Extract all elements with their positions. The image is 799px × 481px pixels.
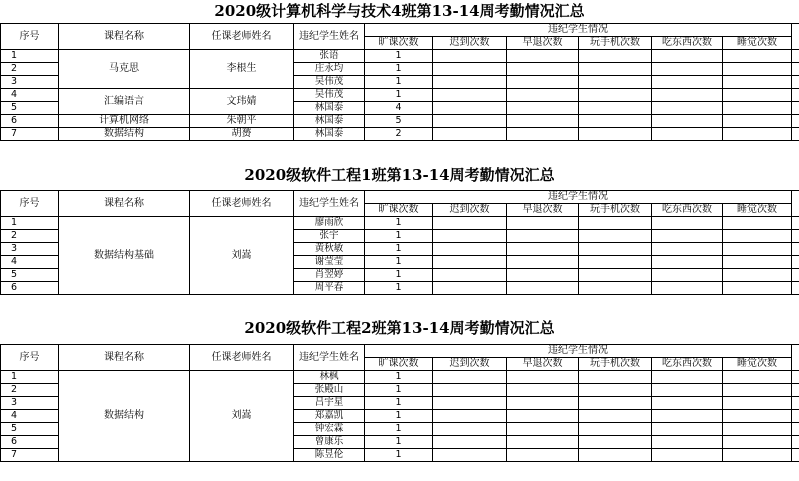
row-seq: 7 <box>1 449 59 462</box>
course-name: 计算机网络 <box>59 115 190 128</box>
count-cell <box>433 256 507 269</box>
attendance-table <box>0 23 799 141</box>
count-cell <box>579 371 652 384</box>
table-row <box>1 217 799 230</box>
count-cell <box>579 243 652 256</box>
absent-count: 1 <box>365 230 433 243</box>
row-seq: 2 <box>1 63 59 76</box>
absent-count: 1 <box>365 423 433 436</box>
count-cell <box>652 89 723 102</box>
count-cell <box>433 282 507 295</box>
count-cell <box>723 217 792 230</box>
count-cell <box>579 230 652 243</box>
row-seq: 4 <box>1 256 59 269</box>
header-col: 早退次数 <box>507 358 579 371</box>
count-cell <box>723 76 792 89</box>
header-col: 玩手机次数 <box>579 358 652 371</box>
count-cell <box>652 282 723 295</box>
student-name: 林国泰 <box>294 128 365 141</box>
header-row <box>1 24 799 37</box>
absent-count: 1 <box>365 76 433 89</box>
count-cell <box>507 76 579 89</box>
absent-count: 4 <box>365 102 433 115</box>
header-pad <box>792 345 799 371</box>
pad-cell <box>792 436 799 449</box>
row-seq: 3 <box>1 243 59 256</box>
row-seq: 5 <box>1 102 59 115</box>
count-cell <box>433 449 507 462</box>
header-col: 玩手机次数 <box>579 204 652 217</box>
section-title: 2020级软件工程2班第13-14周考勤情况汇总 <box>244 319 555 337</box>
header-col: 吃东西次数 <box>652 204 723 217</box>
header-col: 旷课次数 <box>365 204 433 217</box>
absent-count: 1 <box>365 371 433 384</box>
count-cell <box>723 423 792 436</box>
count-cell <box>433 423 507 436</box>
student-name: 钟宏霖 <box>294 423 365 436</box>
row-seq: 7 <box>1 128 59 141</box>
count-cell <box>507 269 579 282</box>
count-cell <box>507 449 579 462</box>
count-cell <box>507 256 579 269</box>
count-cell <box>433 371 507 384</box>
count-cell <box>579 50 652 63</box>
count-cell <box>507 410 579 423</box>
header-col: 迟到次数 <box>433 204 507 217</box>
header-teacher: 任课老师姓名 <box>190 191 294 217</box>
header-col: 旷课次数 <box>365 37 433 50</box>
absent-count: 1 <box>365 282 433 295</box>
count-cell <box>579 269 652 282</box>
absent-count: 1 <box>365 410 433 423</box>
count-cell <box>579 449 652 462</box>
absent-count: 1 <box>365 384 433 397</box>
header-course: 课程名称 <box>59 191 190 217</box>
count-cell <box>433 410 507 423</box>
count-cell <box>723 436 792 449</box>
row-seq: 4 <box>1 410 59 423</box>
row-seq: 2 <box>1 384 59 397</box>
count-cell <box>652 256 723 269</box>
table-row <box>1 371 799 384</box>
pad-cell <box>792 371 799 384</box>
absent-count: 1 <box>365 89 433 102</box>
row-seq: 3 <box>1 397 59 410</box>
student-name: 黄秋敏 <box>294 243 365 256</box>
course-name: 马克思 <box>59 50 190 89</box>
pad-cell <box>792 50 799 63</box>
header-seq: 序号 <box>1 191 59 217</box>
header-course: 课程名称 <box>59 345 190 371</box>
count-cell <box>723 410 792 423</box>
count-cell <box>579 423 652 436</box>
pad-cell <box>792 128 799 141</box>
count-cell <box>723 89 792 102</box>
header-pad <box>792 191 799 217</box>
header-pad <box>792 24 799 50</box>
table-row <box>1 50 799 63</box>
count-cell <box>723 371 792 384</box>
row-seq: 5 <box>1 423 59 436</box>
count-cell <box>507 436 579 449</box>
row-seq: 2 <box>1 230 59 243</box>
student-name: 肖翌婷 <box>294 269 365 282</box>
count-cell <box>652 397 723 410</box>
count-cell <box>433 102 507 115</box>
pad-cell <box>792 115 799 128</box>
count-cell <box>579 410 652 423</box>
pad-cell <box>792 423 799 436</box>
count-cell <box>507 128 579 141</box>
student-name: 庄永均 <box>294 63 365 76</box>
count-cell <box>579 115 652 128</box>
header-student: 违纪学生姓名 <box>294 191 365 217</box>
teacher-name: 文玮婧 <box>190 89 294 115</box>
pad-cell <box>792 397 799 410</box>
absent-count: 1 <box>365 217 433 230</box>
absent-count: 1 <box>365 243 433 256</box>
count-cell <box>723 50 792 63</box>
absent-count: 1 <box>365 269 433 282</box>
teacher-name: 刘嵩 <box>190 217 294 295</box>
count-cell <box>433 384 507 397</box>
header-teacher: 任课老师姓名 <box>190 345 294 371</box>
count-cell <box>652 243 723 256</box>
count-cell <box>433 89 507 102</box>
count-cell <box>723 256 792 269</box>
header-violation: 违纪学生情况 <box>365 191 792 204</box>
student-name: 吴伟茂 <box>294 89 365 102</box>
header-violation: 违纪学生情况 <box>365 24 792 37</box>
pad-cell <box>792 449 799 462</box>
count-cell <box>652 128 723 141</box>
attendance-table <box>0 190 799 295</box>
count-cell <box>652 269 723 282</box>
student-name: 张殿山 <box>294 384 365 397</box>
header-col: 睡觉次数 <box>723 358 792 371</box>
student-name: 吕宇星 <box>294 397 365 410</box>
pad-cell <box>792 282 799 295</box>
table-row <box>1 89 799 102</box>
student-name: 吴伟茂 <box>294 76 365 89</box>
header-student: 违纪学生姓名 <box>294 345 365 371</box>
count-cell <box>652 115 723 128</box>
absent-count: 1 <box>365 63 433 76</box>
count-cell <box>652 436 723 449</box>
row-seq: 6 <box>1 436 59 449</box>
header-col: 吃东西次数 <box>652 358 723 371</box>
count-cell <box>723 269 792 282</box>
absent-count: 5 <box>365 115 433 128</box>
count-cell <box>433 217 507 230</box>
header-row <box>1 345 799 358</box>
student-name: 林枫 <box>294 371 365 384</box>
count-cell <box>652 63 723 76</box>
count-cell <box>433 50 507 63</box>
header-seq: 序号 <box>1 345 59 371</box>
count-cell <box>507 384 579 397</box>
count-cell <box>507 397 579 410</box>
section-title: 2020级计算机科学与技术4班第13-14周考勤情况汇总 <box>214 2 585 20</box>
course-name: 数据结构基础 <box>59 217 190 295</box>
pad-cell <box>792 256 799 269</box>
student-name: 张语 <box>294 50 365 63</box>
count-cell <box>507 243 579 256</box>
count-cell <box>579 102 652 115</box>
count-cell <box>652 50 723 63</box>
pad-cell <box>792 410 799 423</box>
count-cell <box>433 128 507 141</box>
count-cell <box>433 243 507 256</box>
count-cell <box>579 63 652 76</box>
pad-cell <box>792 384 799 397</box>
attendance-table <box>0 344 799 462</box>
count-cell <box>507 89 579 102</box>
count-cell <box>579 89 652 102</box>
row-seq: 4 <box>1 89 59 102</box>
student-name: 周平春 <box>294 282 365 295</box>
count-cell <box>507 102 579 115</box>
count-cell <box>433 397 507 410</box>
teacher-name: 刘嵩 <box>190 371 294 462</box>
pad-cell <box>792 76 799 89</box>
header-col: 迟到次数 <box>433 358 507 371</box>
row-seq: 3 <box>1 76 59 89</box>
count-cell <box>579 128 652 141</box>
pad-cell <box>792 243 799 256</box>
header-row <box>1 191 799 204</box>
course-name: 汇编语言 <box>59 89 190 115</box>
pad-cell <box>792 89 799 102</box>
pad-cell <box>792 217 799 230</box>
header-col: 吃东西次数 <box>652 37 723 50</box>
count-cell <box>579 256 652 269</box>
header-student: 违纪学生姓名 <box>294 24 365 50</box>
count-cell <box>433 436 507 449</box>
absent-count: 1 <box>365 436 433 449</box>
student-name: 林国泰 <box>294 102 365 115</box>
count-cell <box>652 230 723 243</box>
row-seq: 1 <box>1 217 59 230</box>
row-seq: 1 <box>1 50 59 63</box>
teacher-name: 朱朝平 <box>190 115 294 128</box>
section-title: 2020级软件工程1班第13-14周考勤情况汇总 <box>244 166 555 184</box>
count-cell <box>507 115 579 128</box>
absent-count: 2 <box>365 128 433 141</box>
absent-count: 1 <box>365 50 433 63</box>
row-seq: 1 <box>1 371 59 384</box>
count-cell <box>433 269 507 282</box>
header-col: 旷课次数 <box>365 358 433 371</box>
table-row <box>1 115 799 128</box>
count-cell <box>652 371 723 384</box>
count-cell <box>507 371 579 384</box>
count-cell <box>579 397 652 410</box>
count-cell <box>723 230 792 243</box>
student-name: 廖雨欣 <box>294 217 365 230</box>
count-cell <box>723 449 792 462</box>
count-cell <box>433 115 507 128</box>
count-cell <box>433 230 507 243</box>
count-cell <box>579 282 652 295</box>
count-cell <box>723 282 792 295</box>
absent-count: 1 <box>365 449 433 462</box>
teacher-name: 李根生 <box>190 50 294 89</box>
course-name: 数据结构 <box>59 128 190 141</box>
count-cell <box>507 63 579 76</box>
count-cell <box>723 128 792 141</box>
header-col: 睡觉次数 <box>723 204 792 217</box>
count-cell <box>723 63 792 76</box>
student-name: 郑嘉凯 <box>294 410 365 423</box>
count-cell <box>652 384 723 397</box>
header-violation: 违纪学生情况 <box>365 345 792 358</box>
header-col: 早退次数 <box>507 37 579 50</box>
header-col: 早退次数 <box>507 204 579 217</box>
count-cell <box>652 410 723 423</box>
count-cell <box>723 397 792 410</box>
header-seq: 序号 <box>1 24 59 50</box>
student-name: 张宇 <box>294 230 365 243</box>
count-cell <box>507 50 579 63</box>
count-cell <box>507 282 579 295</box>
header-col: 玩手机次数 <box>579 37 652 50</box>
table-row <box>1 128 799 141</box>
count-cell <box>652 449 723 462</box>
teacher-name: 胡赟 <box>190 128 294 141</box>
count-cell <box>723 115 792 128</box>
count-cell <box>652 102 723 115</box>
header-course: 课程名称 <box>59 24 190 50</box>
student-name: 林国泰 <box>294 115 365 128</box>
count-cell <box>579 76 652 89</box>
row-seq: 6 <box>1 282 59 295</box>
count-cell <box>723 243 792 256</box>
count-cell <box>652 217 723 230</box>
count-cell <box>507 423 579 436</box>
count-cell <box>723 384 792 397</box>
pad-cell <box>792 102 799 115</box>
header-col: 睡觉次数 <box>723 37 792 50</box>
row-seq: 5 <box>1 269 59 282</box>
count-cell <box>507 217 579 230</box>
header-col: 迟到次数 <box>433 37 507 50</box>
pad-cell <box>792 269 799 282</box>
count-cell <box>507 230 579 243</box>
count-cell <box>652 423 723 436</box>
count-cell <box>652 76 723 89</box>
count-cell <box>433 63 507 76</box>
pad-cell <box>792 63 799 76</box>
count-cell <box>579 436 652 449</box>
pad-cell <box>792 230 799 243</box>
course-name: 数据结构 <box>59 371 190 462</box>
absent-count: 1 <box>365 397 433 410</box>
count-cell <box>579 384 652 397</box>
count-cell <box>723 102 792 115</box>
student-name: 曾康乐 <box>294 436 365 449</box>
student-name: 陈昱伦 <box>294 449 365 462</box>
student-name: 谢莹莹 <box>294 256 365 269</box>
row-seq: 6 <box>1 115 59 128</box>
absent-count: 1 <box>365 256 433 269</box>
header-teacher: 任课老师姓名 <box>190 24 294 50</box>
count-cell <box>433 76 507 89</box>
count-cell <box>579 217 652 230</box>
